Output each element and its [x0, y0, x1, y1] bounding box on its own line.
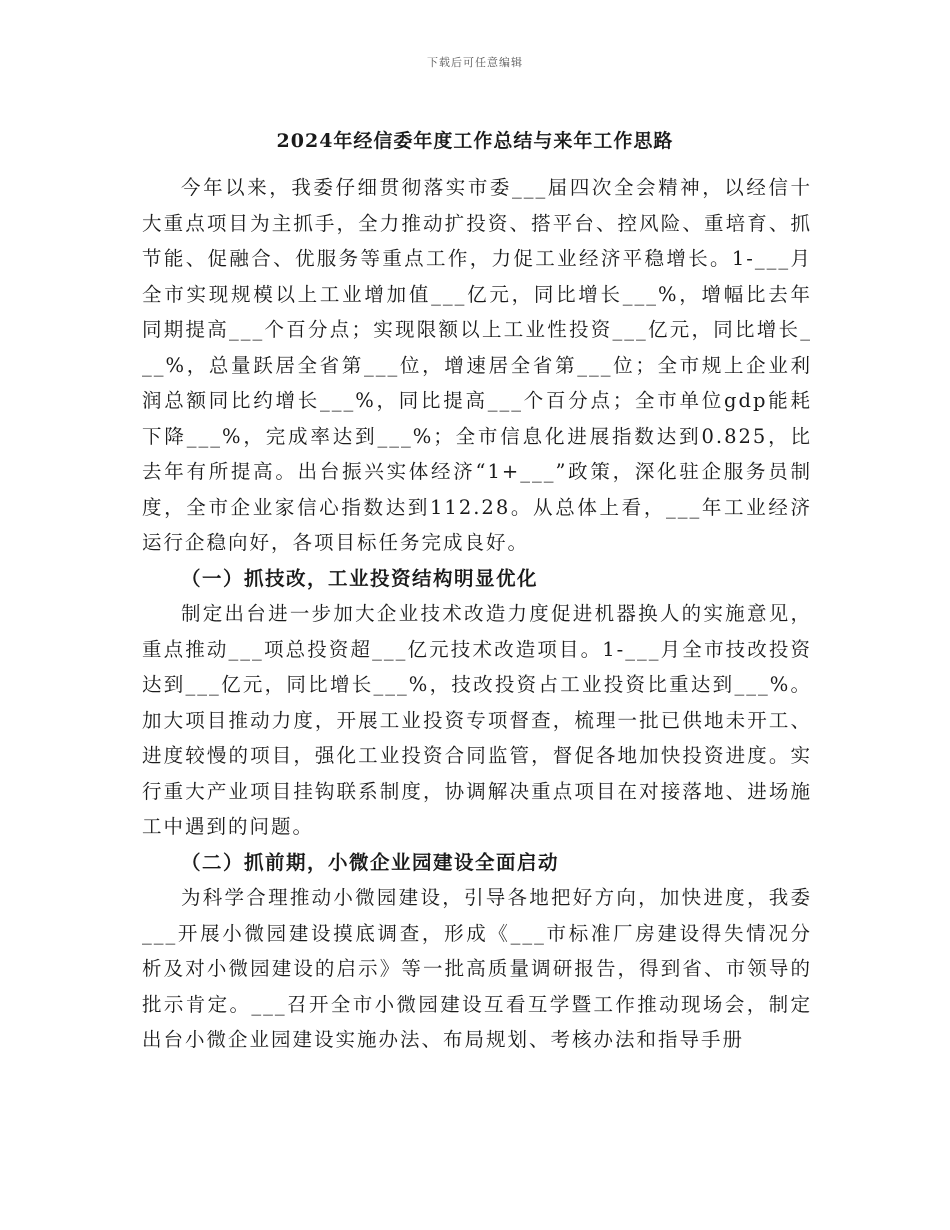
document-body: [142, 170, 812, 1058]
paragraph-section-2: 为科学合理推动小微园建设，引导各地把好方向，加快进度，我委___开展小微园建设摸底调查，形成《___市标准厂房建设得失情况分析及对小微园建设的启示》等一批高质量调研报告，得到省、市领导的批示肯定。___召开全市小微园建设互看互学暨工作推动现场会，制定出台小微企业园建设实施办法、布局规划、考核办法和指导手册: [142, 886, 812, 1051]
document-title: 2024年经信委年度工作总结与来年工作思路: [276, 130, 674, 152]
paragraph-intro: 今年以来，我委仔细贯彻落实市委___届四次全会精神，以经信十大重点项目为主抓手，全力推动扩投资、搭平台、控风险、重培育、抓节能、促融合、优服务等重点工作，力促工业经济平稳增长。1-___月全市实现规模以上工业增加值___亿元，同比增长___%，增幅比去年同期提高___个百分点；实现限额以上工业性投资___亿元，同比增长___%，总量跃居全省第___位，增速居全省第___位；全市规上企业利润总额同比约增长___%，同比提高___个百分点；全市单位gdp能耗下降___%，完成率达到___%；全市信息化进展指数达到0.825，比去年有所提高。出台振兴实体经济“1+___”政策，深化驻企服务员制度，全市企业家信心指数达到112.28。从总体上看，___年工业经济运行企稳向好，各项目标任务完成良好。: [142, 176, 812, 554]
section-heading-1: （一）抓技改，工业投资结构明显优化: [181, 566, 539, 590]
header-note: 下载后可任意编辑: [427, 56, 523, 69]
section-heading-2: （二）抓前期，小微企业园建设全面启动: [181, 850, 560, 874]
paragraph-section-1: 制定出台进一步加大企业技术改造力度促进机器换人的实施意见，重点推动___项总投资超___亿元技术改造项目。1-___月全市技改投资达到___亿元，同比增长___%，技改投资占工业投资比重达到___%。加大项目推动力度，开展工业投资专项督查，梳理一批已供地未开工、进度较慢的项目，强化工业投资合同监管，督促各地加快投资进度。实行重大产业项目挂钩联系制度，协调解决重点项目在对接落地、进场施工中遇到的问题。: [142, 602, 812, 838]
